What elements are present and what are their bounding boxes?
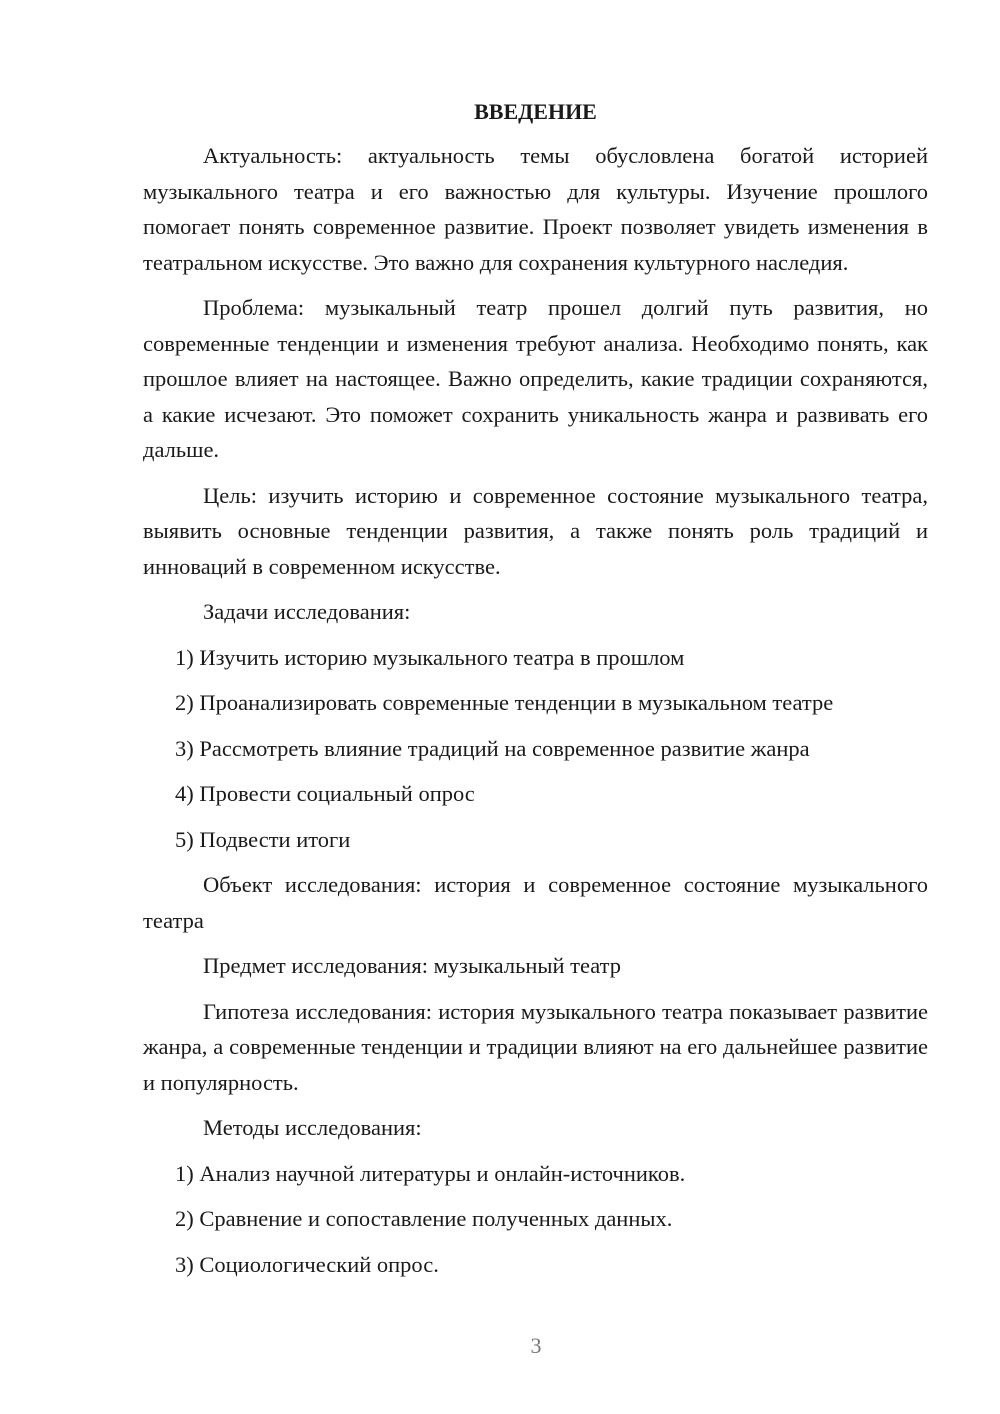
page-number: 3: [530, 1333, 542, 1358]
task-item: 2) Проанализировать современные тенденции в музыкальном театре: [175, 690, 834, 715]
task-item: 3) Рассмотреть влияние традиций на современное развитие жанра: [175, 735, 810, 761]
task-item: 4) Провести социальный опрос: [175, 781, 475, 806]
hypothesis-paragraph: Гипотеза исследования: история музыкального театра показывает развитие жанра, а современные тенденции и традиции влияют на его дальнейшее развитие и популярность.: [143, 998, 928, 1095]
document-page: [143, 94, 928, 1292]
task-item: 1) Изучить историю музыкального театра в прошлом: [175, 644, 685, 670]
object-paragraph: Объект исследования: история и современное состояние музыкального театра: [143, 872, 928, 933]
tasks-heading: Задачи исследования:: [203, 599, 411, 624]
method-item: 2) Сравнение и сопоставление полученных данных.: [175, 1206, 673, 1231]
relevance-paragraph: Актуальность: актуальность темы обусловлена богатой историей музыкального театра и его важностью для культуры. Изучение прошлого помогает понять современное развитие. Проект позволяет увидеть изменения в театральном искусстве. Это важно для сохранения культурного наследия.: [143, 143, 928, 275]
problem-paragraph: Проблема: музыкальный театр прошел долгий путь развития, но современные тенденции и изменения требуют анализа. Необходимо понять, как прошлое влияет на настоящее. Важно определить, какие традиции сохраняются, а какие исчезают. Это поможет сохранить уникальность жанра и развивать его дальше.: [143, 295, 928, 462]
methods-heading: Методы исследования:: [203, 1115, 422, 1140]
task-item: 5) Подвести итоги: [175, 826, 351, 852]
method-item: 3) Социологический опрос.: [175, 1251, 439, 1277]
subject-line: Предмет исследования: музыкальный театр: [203, 953, 622, 978]
page-title: ВВЕДЕНИЕ: [474, 99, 597, 124]
goal-paragraph: Цель: изучить историю и современное состояние музыкального театра, выявить основные тенденции развития, а также понять роль традиций и инноваций в современном искусстве.: [143, 482, 928, 579]
method-item: 1) Анализ научной литературы и онлайн-источников.: [175, 1160, 686, 1186]
